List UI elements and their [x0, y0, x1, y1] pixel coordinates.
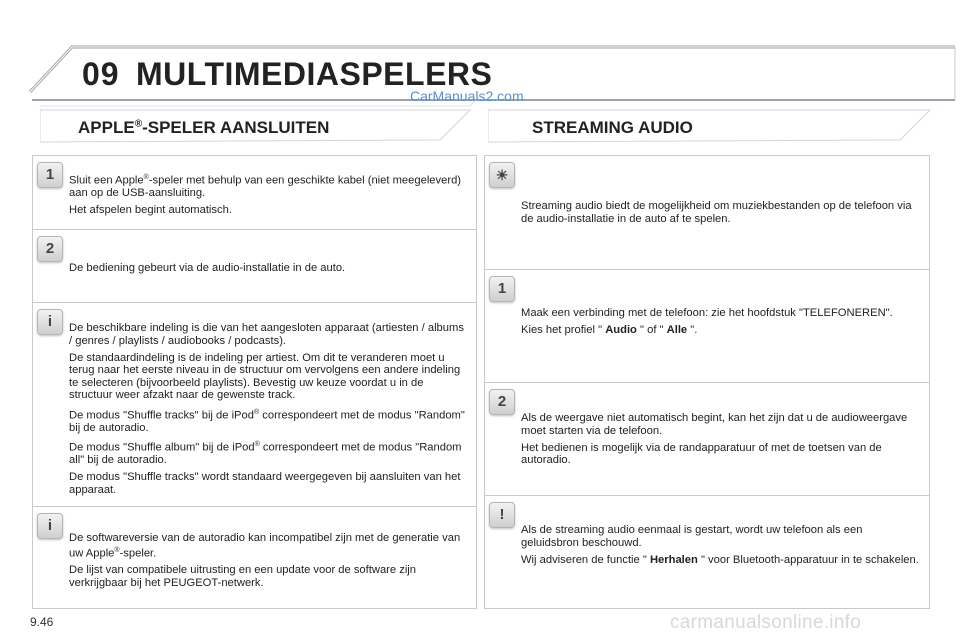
left-panel [32, 155, 477, 609]
list-item [485, 382, 929, 496]
watermark-top: CarManuals2.com [410, 88, 524, 104]
item-text: Streaming audio biedt de mogelijkheid om muziekbestanden op de telefoon via de audio-installatie in de auto af te spelen. [521, 200, 912, 225]
item-text: Als de weergave niet automatisch begint, kan het zijn dat u de audioweergave moet starten via de telefoon. Het bedienen is mogelijk via de randapparatuur of met de toetsen van de autoradio. [521, 412, 908, 467]
chapter-number: 09 [82, 56, 120, 92]
item-text: De softwareversie van de autoradio kan incompatibel zijn met de generatie van uw Apple®-speler. De lijst van compatibele uitrusting en een update voor de software zijn verkrijgbaar bij het PEUGEOT-netwerk. [69, 532, 461, 590]
right-panel [484, 155, 930, 609]
item-text: Maak een verbinding met de telefoon: zie het hoofdstuk "TELEFONEREN". Kies het profiel " Audio " of " Alle ". [521, 307, 893, 337]
list-item [485, 495, 929, 608]
item-text: Sluit een Apple®-speler met behulp van een geschikte kabel (niet meegeleverd) aan op de USB-aansluiting. Het afspelen begint automatisch. [69, 174, 462, 217]
item-text: De beschikbare indeling is die van het aangesloten apparaat (artiesten / albums / genres / playlists / audiobooks / podcasts). De standaardindeling is de indeling per artiest. Om dit te veranderen moet u terug naar het eerste niveau in de structuur om vervolgens een andere indeling te selecteren (bijvoorbeeld playlists). Bevestig uw keuze voordat u in de structuur weer afzakt naar de gewenste track. De modus "Shuffle tracks" bij de iPod® correspondeert met de modus "Random" bij de autoradio. De modus "Shuffle album" bij de iPod® correspondeert met de modus "Random all" bij de autoradio. De modus "Shuffle tracks" wordt standaard weergegeven bij aansluiten van het apparaat. [69, 322, 465, 496]
chapter-title: MULTIMEDIASPELERS [136, 56, 493, 92]
list-item [33, 506, 476, 608]
list-item [485, 269, 929, 383]
page-number: 9.46 [30, 615, 54, 629]
right-section-heading: STREAMING AUDIO [532, 118, 693, 137]
info-icon: i [37, 513, 63, 539]
list-item [33, 156, 476, 229]
left-section-heading: APPLE®-SPELER AANSLUITEN [78, 118, 330, 137]
tip-lightbulb-icon: ☀ [489, 162, 515, 188]
list-item [33, 229, 476, 303]
item-text: Als de streaming audio eenmaal is gestart, wordt uw telefoon als een geluidsbron beschouwd. Wij adviseren de functie " Herhalen " voor Bluetooth-apparatuur in te schakelen. [521, 524, 919, 566]
info-icon: i [37, 309, 63, 335]
watermark-bottom: carmanualsonline.info [670, 612, 862, 633]
step-1-icon: 1 [37, 162, 63, 188]
step-2-icon: 2 [37, 236, 63, 262]
list-item [485, 156, 929, 269]
list-item [33, 302, 476, 507]
step-1-icon: 1 [489, 276, 515, 302]
item-text: De bediening gebeurt via de audio-installatie in de auto. [69, 262, 346, 274]
step-2-icon: 2 [489, 389, 515, 415]
warning-icon: ! [489, 502, 515, 528]
